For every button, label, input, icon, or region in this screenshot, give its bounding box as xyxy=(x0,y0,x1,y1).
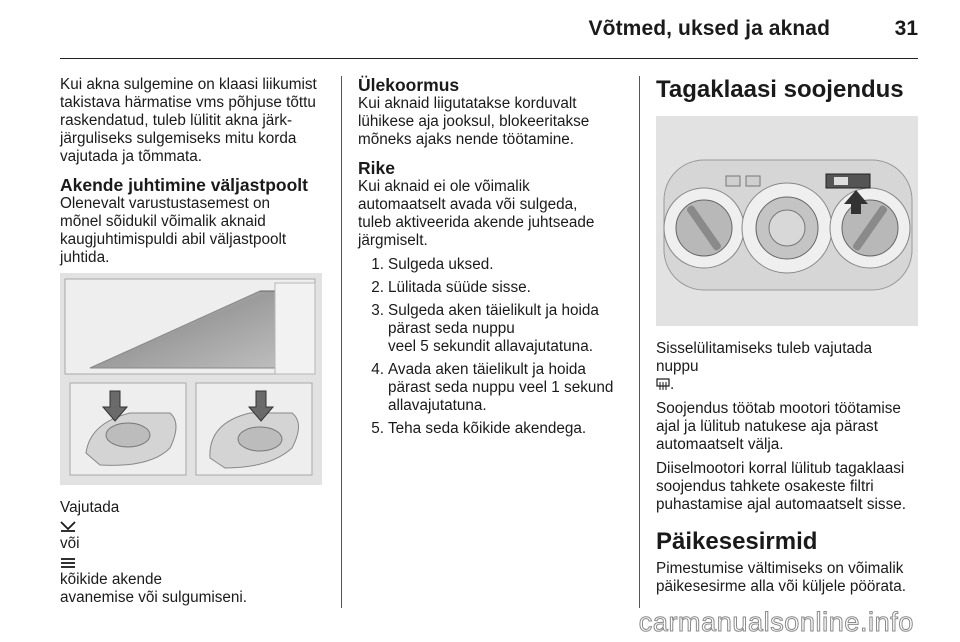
step-number: 5. xyxy=(371,420,384,437)
climate-control-illustration xyxy=(656,116,918,326)
column-divider-2 xyxy=(639,76,640,608)
rear-text-pre: Sisselülitamiseks tuleb vajutada nuppu xyxy=(656,340,872,375)
page-number: 31 xyxy=(894,17,918,40)
fault-steps-list xyxy=(358,256,630,438)
caption-text-pre: Vajutada xyxy=(60,499,120,516)
column-divider-1 xyxy=(341,76,342,608)
heading-external-control: Akende juhtimine väljastpoolt xyxy=(60,175,308,195)
watermark: carmanualsonline.info xyxy=(638,607,914,637)
column-middle xyxy=(358,76,630,443)
external-control-paragraph: Olenevalt varustustasemest on mõnel sõidukil võimalik aknaid kaugjuhtimispuldi abil väljastpoolt juhtida. xyxy=(60,195,287,266)
intro-paragraph: Kui akna sulgemine on klaasi liikumist takistava härmatise vms põhjuse tõttu raskendatud, tuleb lülitit akna järk- järguliseks sulgemiseks mitu korda vajutada ja tõmmata. xyxy=(60,76,317,165)
page-header-title: Võtmed, uksed ja aknad xyxy=(588,17,830,40)
heading-overload: Ülekoormus xyxy=(358,75,460,95)
rear-text-post: . xyxy=(670,376,675,393)
list-item xyxy=(358,302,630,356)
list-item xyxy=(358,420,630,438)
column-left xyxy=(60,76,332,613)
list-item xyxy=(358,361,630,415)
remote-key-illustration xyxy=(60,273,322,485)
key-lock-icon xyxy=(60,556,76,568)
heading-sun-visors: Päikesesirmid xyxy=(656,528,818,555)
caption-text-mid: või xyxy=(60,535,80,552)
header-divider xyxy=(60,58,918,59)
rear-defrost-paragraph-1 xyxy=(656,340,926,394)
heading-fault: Rike xyxy=(358,158,395,178)
sun-visors-paragraph: Pimestumise vältimiseks on võimalik päikesesirme alla või küljele pöörata. xyxy=(656,560,906,595)
step-number: 4. xyxy=(371,361,384,378)
key-unlock-icon xyxy=(60,520,76,532)
caption-text-post: kõikide akende xyxy=(60,571,163,588)
step-number: 2. xyxy=(371,279,384,296)
step-text: Avada aken täielikult ja hoida pärast seda nuppu veel 1 sekund allavajutatuna. xyxy=(388,361,614,414)
rear-defrost-paragraph-3: Diiselmootori korral lülitub tagaklaasi soojendus tahkete osakeste filtri puhastamise ajal automaatselt sisse. xyxy=(656,460,906,513)
step-number: 1. xyxy=(371,256,384,273)
list-item xyxy=(358,279,630,297)
rear-defrost-paragraph-2: Soojendus töötab mootori töötamise ajal ja lülitub natukese aja pärast automaatselt välja. xyxy=(656,400,901,453)
list-item xyxy=(358,256,630,274)
fault-paragraph: Kui aknaid ei ole võimalik automaatselt avada või sulgeda, tuleb aktiveerida akende juhtseade järgmiselt. xyxy=(358,178,595,249)
step-text: Teha seda kõikide akendega. xyxy=(388,420,587,437)
step-text: Lülitada süüde sisse. xyxy=(388,279,531,296)
step-number: 3. xyxy=(371,302,384,319)
column-right xyxy=(656,76,926,602)
rear-defrost-icon xyxy=(656,378,670,391)
heading-rear-defrost: Tagaklaasi soojendus xyxy=(656,76,904,103)
overload-paragraph: Kui aknaid liigutatakse korduvalt lühikese aja jooksul, blokeeritakse mõneks ajaks nende töötamine. xyxy=(358,95,590,148)
key-caption-line2: avanemise või sulgumiseni. xyxy=(60,589,248,606)
key-caption-line1 xyxy=(60,499,332,589)
step-text: Sulgeda uksed. xyxy=(388,256,494,273)
step-text: Sulgeda aken täielikult ja hoida pärast seda nuppu veel 5 sekundit allavajutatuna. xyxy=(388,302,599,355)
